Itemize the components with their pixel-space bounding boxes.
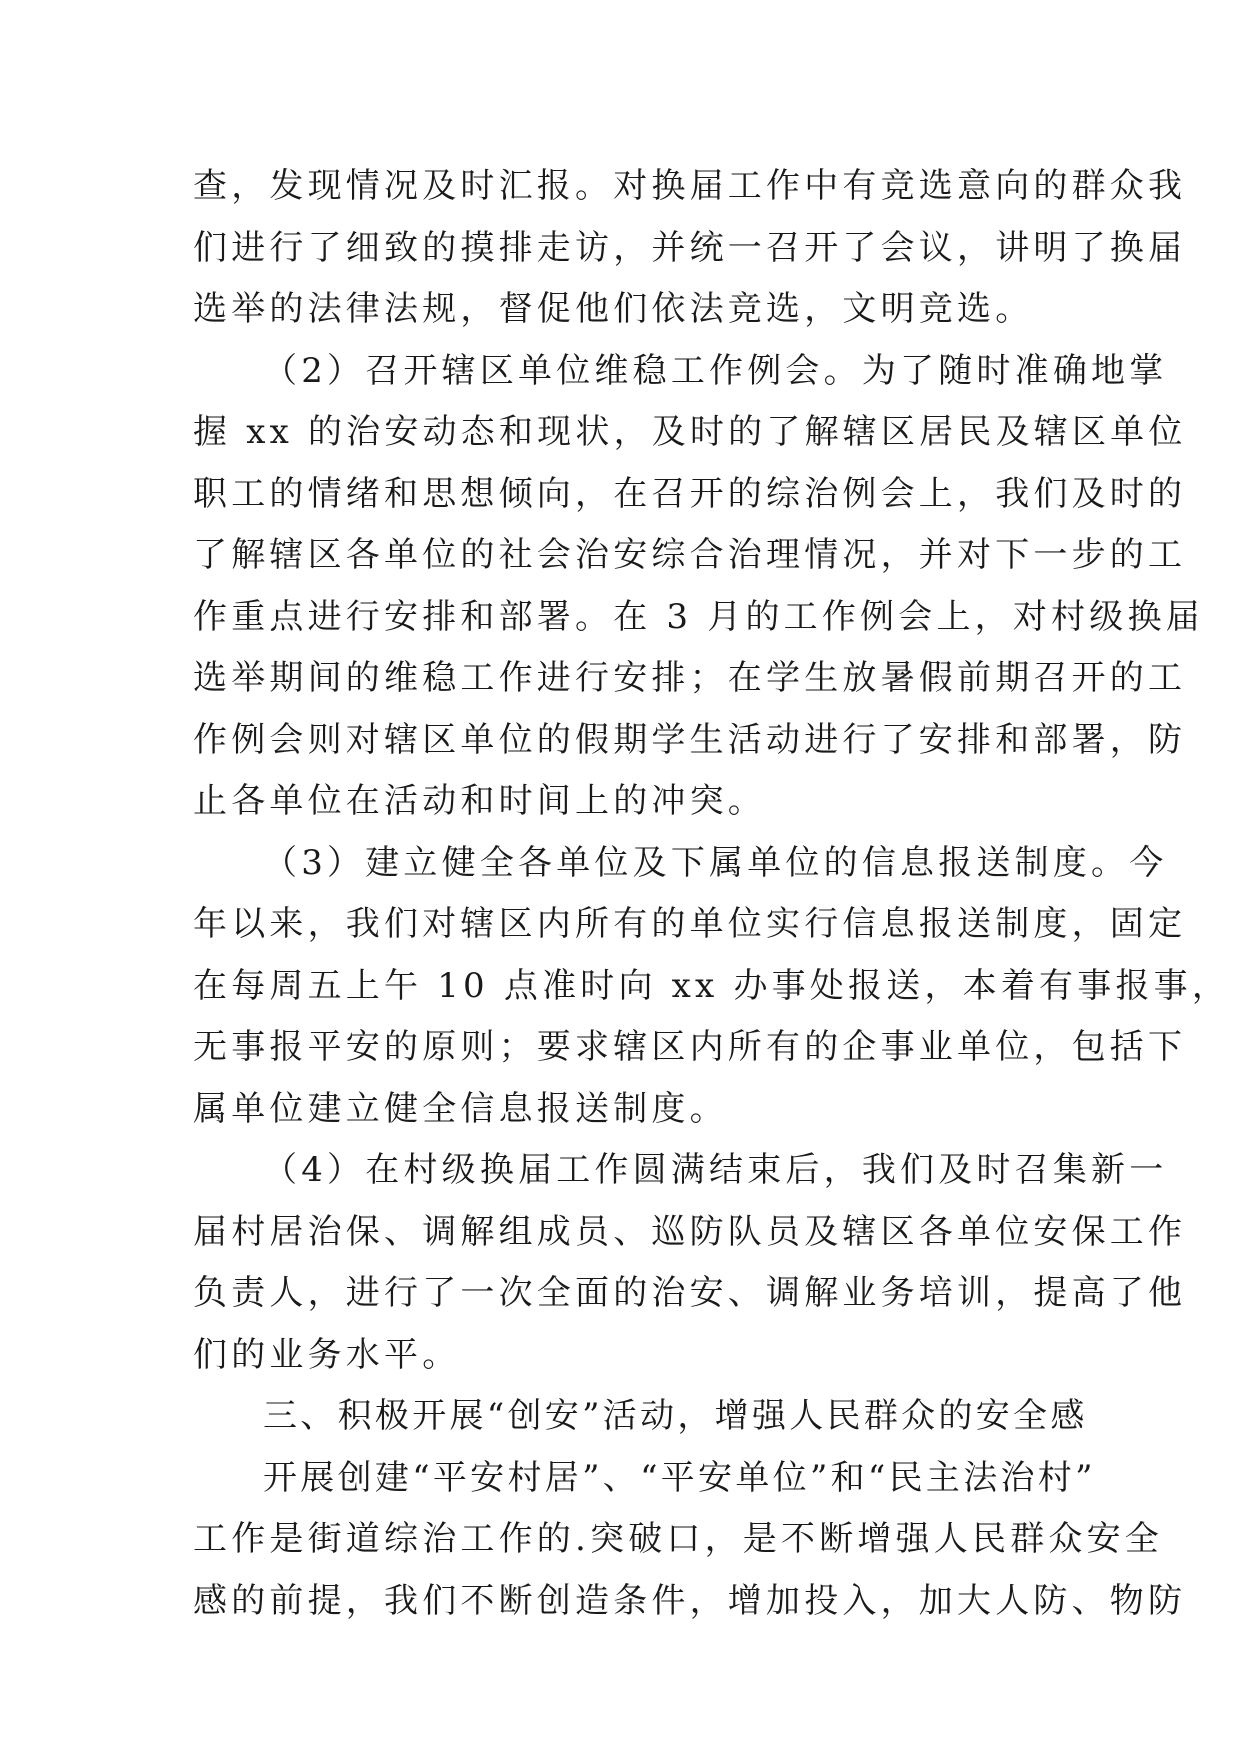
text-line: 在每周五上午 10 点准时向 xx 办事处报送，本着有事报事， <box>193 965 1231 1006</box>
text-line: 作例会则对辖区单位的假期学生活动进行了安排和部署，防 <box>193 719 1187 760</box>
text-line: 年以来，我们对辖区内所有的单位实行信息报送制度，固定 <box>193 904 1187 944</box>
paragraph-first-line: （4）在村级换届工作圆满结束后，我们及时召集新一 <box>263 1150 1168 1190</box>
text-line: 届村居治保、调解组成员、巡防队员及辖区各单位安保工作 <box>193 1211 1187 1252</box>
text-line: 选举期间的维稳工作进行安排；在学生放暑假前期召开的工 <box>193 658 1187 698</box>
text-line: 握 xx 的治安动态和现状，及时的了解辖区居民及辖区单位 <box>193 412 1187 452</box>
text-line: 作重点进行安排和部署。在 3 月的工作例会上，对村级换届 <box>193 596 1204 637</box>
paragraph-first-line: 开展创建“平安村居”、“平安单位”和“民主法治村” <box>263 1457 1096 1498</box>
paragraph-first-line: （2）召开辖区单位维稳工作例会。为了随时准确地掌 <box>263 350 1168 391</box>
text-line: 感的前提，我们不断创造条件，增加投入，加大人防、物防 <box>193 1580 1187 1621</box>
text-line: 属单位建立健全信息报送制度。 <box>193 1088 728 1129</box>
text-line: 们进行了细致的摸排走访，并统一召开了会议，讲明了换届 <box>193 227 1187 268</box>
text-line: 查，发现情况及时汇报。对换届工作中有竞选意向的群众我 <box>193 166 1187 206</box>
text-line: 工作是街道综治工作的.突破口，是不断增强人民群众安全 <box>193 1519 1164 1559</box>
text-line: 负责人，进行了一次全面的治安、调解业务培训，提高了他 <box>193 1273 1187 1313</box>
document-body <box>193 156 1231 1632</box>
text-line: 无事报平安的原则；要求辖区内所有的企事业单位，包括下 <box>193 1027 1187 1067</box>
paragraph-first-line: （3）建立健全各单位及下属单位的信息报送制度。今 <box>263 842 1168 883</box>
text-line: 选举的法律法规，督促他们依法竞选，文明竞选。 <box>193 289 1034 329</box>
text-line: 止各单位在活动和时间上的冲突。 <box>193 781 766 821</box>
text-line: 职工的情绪和思想倾向，在召开的综治例会上，我们及时的 <box>193 473 1187 514</box>
text-line: 了解辖区各单位的社会治安综合治理情况，并对下一步的工 <box>193 535 1187 575</box>
text-line: 们的业务水平。 <box>193 1334 461 1375</box>
section-heading: 三、积极开展“创安”活动，增强人民群众的安全感 <box>263 1396 1088 1436</box>
